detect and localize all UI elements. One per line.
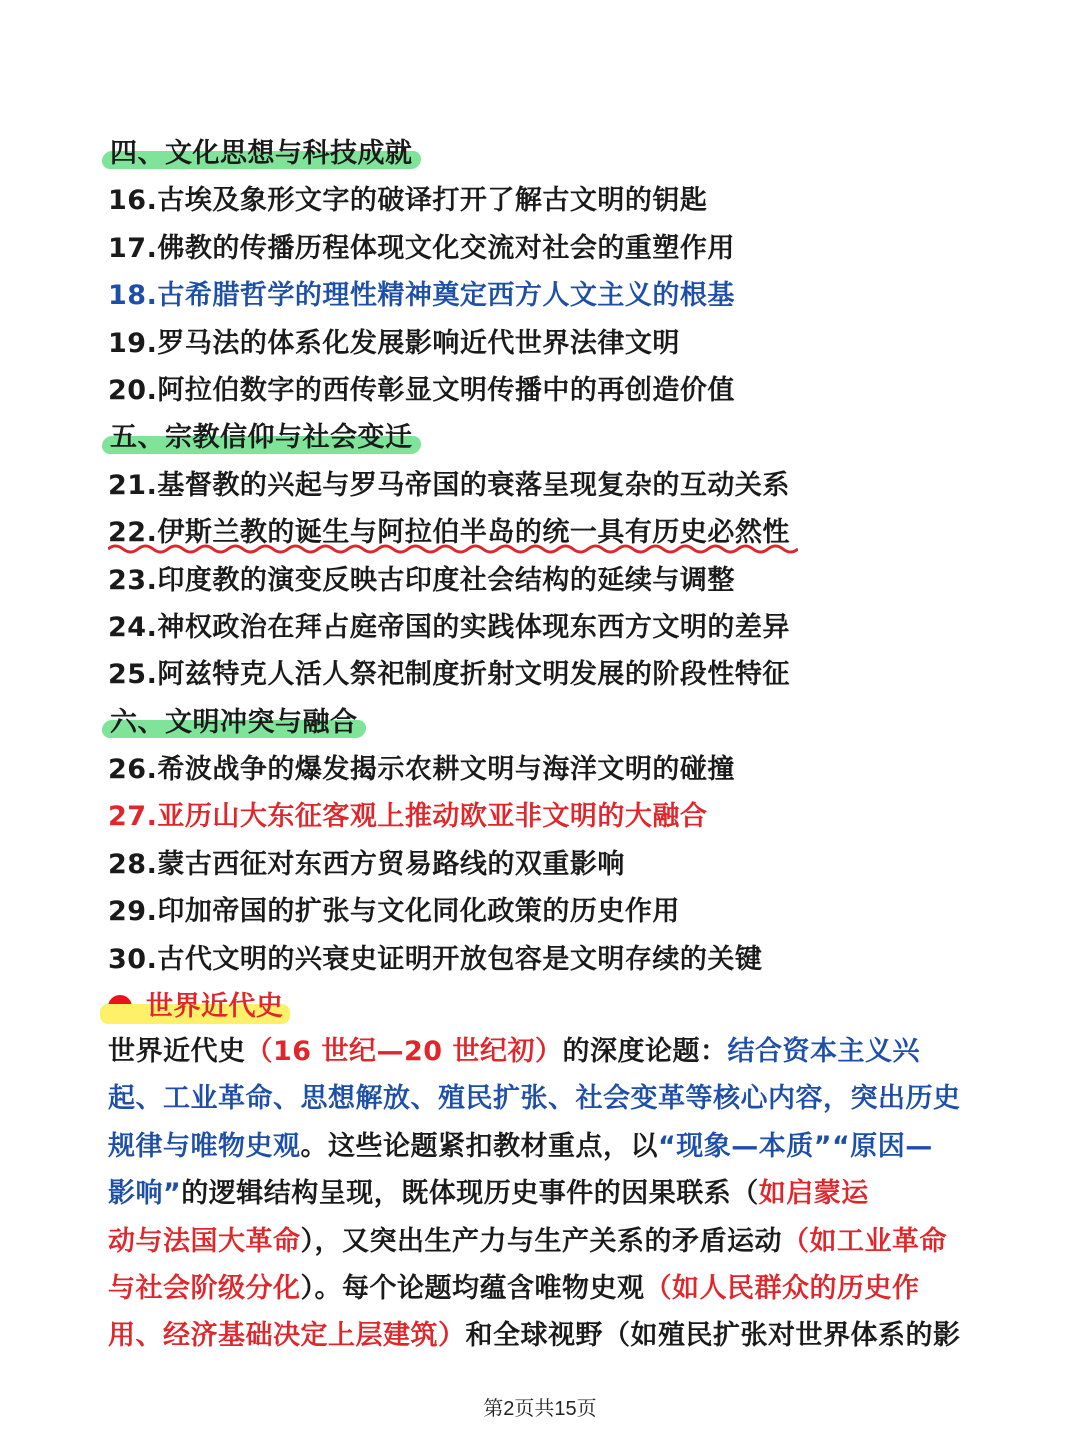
paragraph-line: 规律与唯物史观。这些论题紧扣教材重点，以“现象—本质”“原因— (108, 1130, 933, 1162)
wavy-underline (108, 543, 798, 555)
paragraph-line: 动与法国大革命），又突出生产力与生产关系的矛盾运动（如工业革命 (108, 1225, 947, 1257)
paragraph-line: 世界近代史（16 世纪—20 世纪初）的深度论题：结合资本主义兴 (108, 1036, 920, 1067)
modern-history-heading (108, 983, 988, 1030)
paragraph-line: 影响”的逻辑结构呈现，既体现历史事件的因果联系（如启蒙运 (108, 1178, 869, 1210)
list-item-highlighted: 18.古希腊哲学的理性精神奠定西方人文主义的根基 (108, 280, 735, 312)
section-title: 六、文明冲突与融合 (110, 706, 358, 738)
list-item: 19.罗马法的体系化发展影响近代世界法律文明 (108, 327, 680, 359)
intro-paragraph (108, 1028, 980, 1360)
section-title: 五、宗教信仰与社会变迁 (110, 422, 413, 454)
list-item: 26.希波战争的爆发揭示农耕文明与海洋文明的碰撞 (108, 754, 735, 786)
list-item: 28.蒙古西征对东西方贸易路线的双重影响 (108, 848, 625, 880)
list-item-highlighted: 27.亚历山大东征客观上推动欧亚非文明的大融合 (108, 801, 708, 833)
modern-history-title: 世界近代史 (146, 991, 284, 1023)
paragraph-line: 与社会阶级分化）。每个论题均蕴含唯物史观（如人民群众的历史作 (108, 1272, 920, 1304)
paragraph-line: 用、经济基础决定上层建筑）和全球视野（如殖民扩张对世界体系的影 (108, 1320, 961, 1352)
list-item: 25.阿兹特克人活人祭祀制度折射文明发展的阶段性特征 (108, 659, 790, 691)
section-heading (108, 414, 988, 461)
paragraph-line: 起、工业革命、思想解放、殖民扩张、社会变革等核心内容，突出历史 (108, 1083, 961, 1115)
list-item: 20.阿拉伯数字的西传彰显文明传播中的再创造价值 (108, 374, 735, 406)
list-item: 21.基督教的兴起与罗马帝国的衰落呈现复杂的互动关系 (108, 469, 790, 501)
list-item: 29.印加帝国的扩张与文化同化政策的历史作用 (108, 896, 680, 928)
section-title: 四、文化思想与科技成就 (110, 138, 413, 169)
list-item: 23.印度教的演变反映古印度社会结构的延续与调整 (108, 564, 735, 596)
list-item-underlined (108, 509, 988, 556)
list-item-text: 22.伊斯兰教的诞生与阿拉伯半岛的统一具有历史必然性 (108, 517, 790, 549)
page-number: 第2页共15页 (483, 1398, 597, 1420)
list-item: 17.佛教的传播历程体现文化交流对社会的重塑作用 (108, 232, 735, 264)
list-item: 24.神权政治在拜占庭帝国的实践体现东西方文明的差异 (108, 611, 790, 643)
section-heading (108, 130, 988, 177)
topic-list (108, 130, 988, 1030)
section-heading (108, 699, 988, 746)
list-item: 30.古代文明的兴衰史证明开放包容是文明存续的关键 (108, 943, 763, 975)
list-item: 16.古埃及象形文字的破译打开了解古文明的钥匙 (108, 185, 708, 217)
